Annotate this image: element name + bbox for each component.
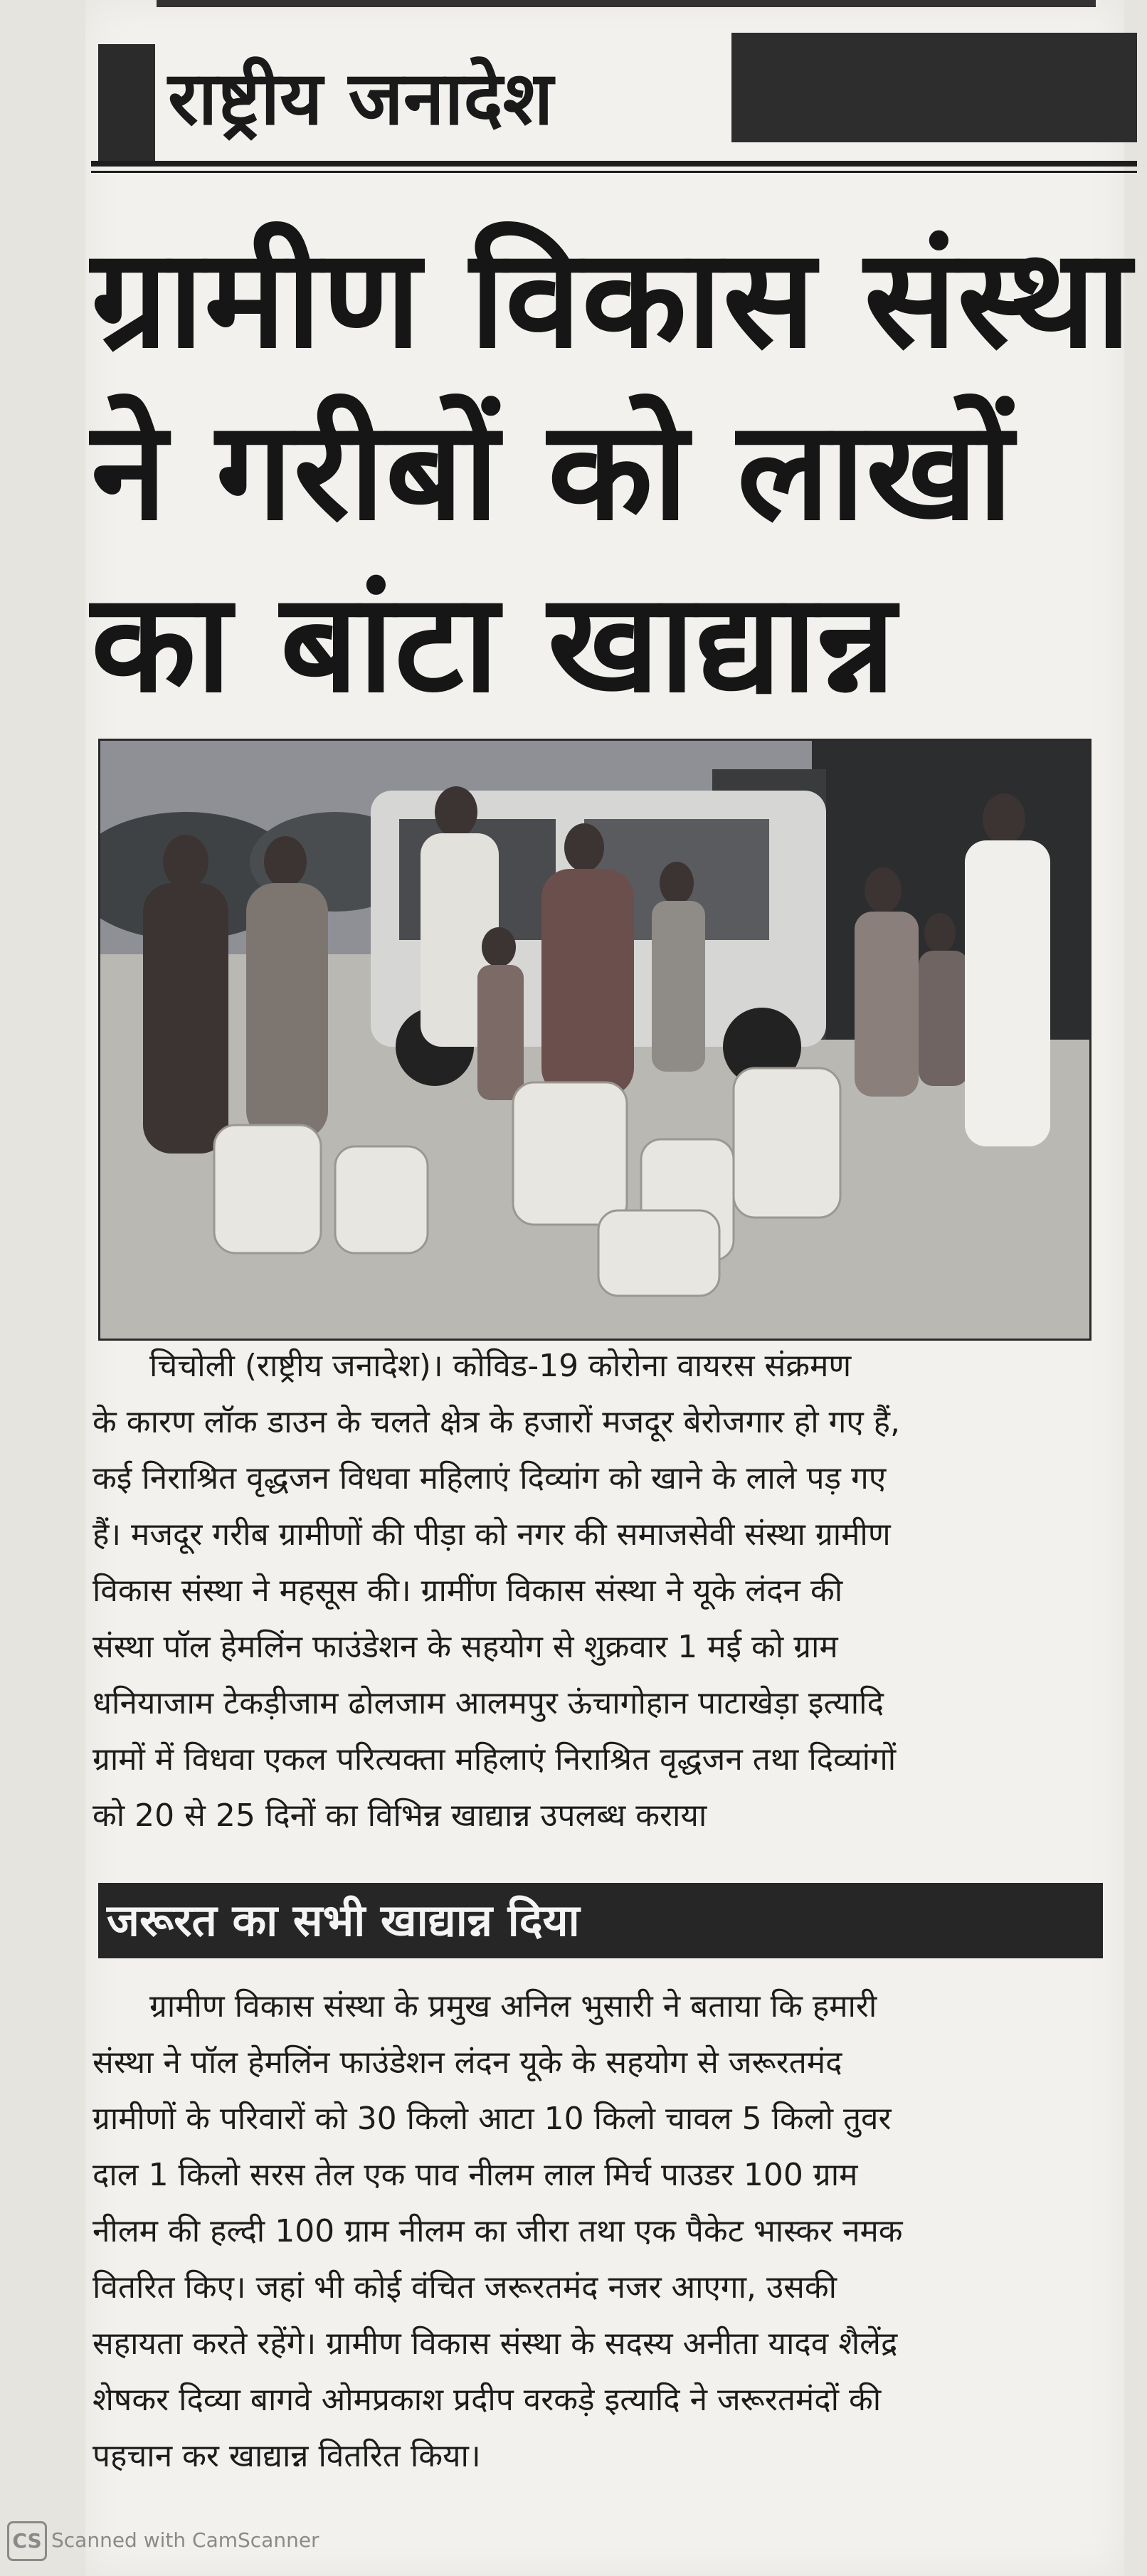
article-line: विकास संस्था ने महसूस की। ग्रामींण विकास संस्था ने यूके लंदन की <box>92 1573 843 1609</box>
article-line: पहचान कर खाद्यान्न वितरित किया। <box>92 2438 481 2474</box>
article-line: चिचोली (राष्ट्रीय जनादेश)। कोविड-19 कोरोना वायरस संक्रमण <box>149 1348 852 1384</box>
camscanner-logo-icon: CS <box>7 2521 47 2561</box>
subheading: जरूरत का सभी खाद्यान्न दिया <box>107 1894 580 1946</box>
news-photo-illustration <box>100 741 1089 1339</box>
masthead-rule-thick <box>91 161 1137 167</box>
masthead-rule-thin <box>91 171 1137 173</box>
scanner-watermark <box>7 2519 319 2562</box>
article-line: वितरित किए। जहां भी कोई वंचित जरूरतमंद नजर आएगा, उसकी <box>92 2269 837 2306</box>
headline-line-1: ग्रामीण विकास संस्था <box>91 220 1132 379</box>
article-line: के कारण लॉक डाउन के चलते क्षेत्र के हजारों मजदूर बेरोजगार हो गए हैं, <box>92 1404 901 1440</box>
article-line: दाल 1 किलो सरस तेल एक पाव नीलम लाल मिर्च पाउडर 100 ग्राम <box>92 2157 858 2193</box>
article-paragraph-1 <box>92 1338 1116 1844</box>
article-line: ग्रामों में विधवा एकल परित्यक्ता महिलाएं निराश्रित वृद्धजन तथा दिव्यांगों <box>92 1741 897 1778</box>
article-line: शेषकर दिव्या बागवे ओमप्रकाश प्रदीप वरकड़े इत्यादि ने जरूरतमंदों की <box>92 2382 882 2418</box>
headline-line-3: का बांटा खाद्यान्न <box>91 564 897 723</box>
watermark-text: Scanned with CamScanner <box>51 2528 319 2552</box>
article-line: संस्था पॉल हेमलिंन फाउंडेशन के सहयोग से शुक्रवार 1 मई को ग्राम <box>92 1629 838 1665</box>
masthead-title: राष्ट्रीय जनादेश <box>168 55 554 142</box>
article-line: ग्रामीण विकास संस्था के प्रमुख अनिल भुसारी ने बताया कि हमारी <box>149 1988 877 2025</box>
news-photo <box>98 739 1092 1341</box>
article-line: ग्रामीणों के परिवारों को 30 किलो आटा 10 किलो चावल 5 किलो तुवर <box>92 2101 892 2137</box>
article-line: कई निराश्रित वृद्धजन विधवा महिलाएं दिव्यांग को खाने के लाले पड़ गए <box>92 1460 887 1496</box>
article-line: हैं। मजदूर गरीब ग्रामीणों की पीड़ा को नगर की समाजसेवी संस्था ग्रामीण <box>92 1516 891 1553</box>
masthead-right-block <box>731 33 1137 142</box>
article-line: संस्था ने पॉल हेमलिंन फाउंडेशन लंदन यूके के सहयोग से जरूरतमंद <box>92 2044 842 2081</box>
article-paragraph-2 <box>92 1978 1116 2484</box>
top-edge-strip <box>157 0 1096 7</box>
headline <box>91 213 1132 730</box>
article-line: सहायता करते रहेंगे। ग्रामीण विकास संस्था के सदस्य अनीता यादव शैलेंद्र <box>92 2326 898 2362</box>
headline-line-2: ने गरीबों को लाखों <box>91 392 1014 551</box>
article-line: नीलम की हल्दी 100 ग्राम नीलम का जीरा तथा एक पैकेट भास्कर नमक <box>92 2213 903 2249</box>
article-line: को 20 से 25 दिनों का विभिन्न खाद्यान्न उपलब्ध कराया <box>92 1798 707 1834</box>
masthead-left-block <box>98 44 155 165</box>
article-line: धनियाजाम टेकड़ीजाम ढोलजाम आलमपुर ऊंचागोहान पाटाखेड़ा इत्यादि <box>92 1685 884 1721</box>
